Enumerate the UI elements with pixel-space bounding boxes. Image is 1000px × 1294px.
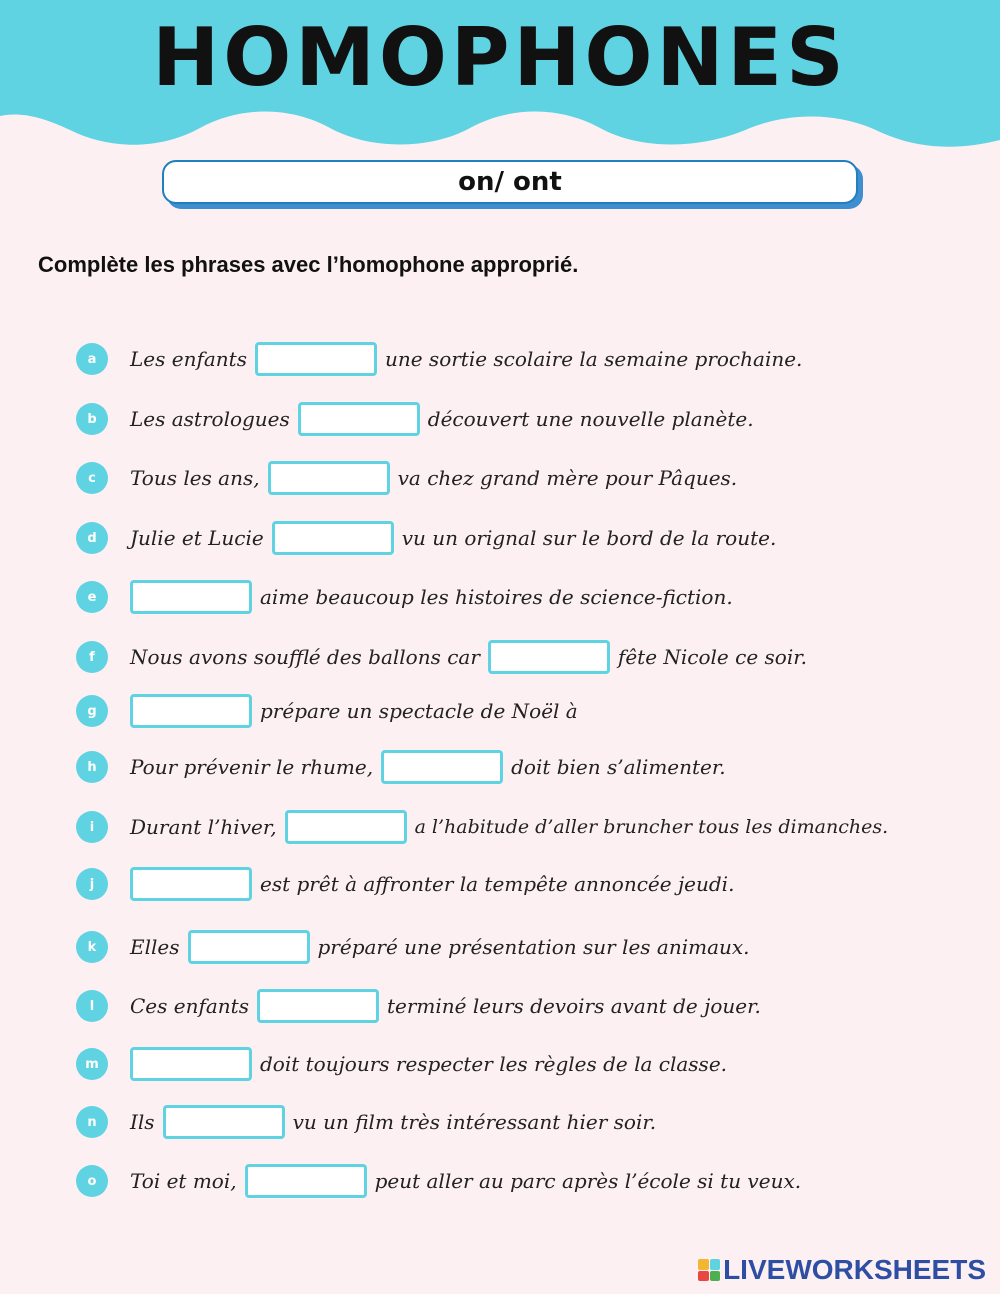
answer-input-e[interactable] (130, 580, 252, 614)
sentence-end: une sortie scolaire la semaine prochaine. (384, 347, 803, 371)
answer-input-g[interactable] (130, 694, 252, 728)
sentence-end: aime beaucoup les histoires de science-fiction. (260, 585, 733, 609)
sentence-end: doit bien s’alimenter. (511, 755, 726, 779)
item-letter-badge: d (76, 522, 108, 554)
item-letter-badge: h (76, 751, 108, 783)
subtitle-banner: on/ ont (162, 160, 858, 204)
brand-name: LIVEWORKSHEETS (723, 1254, 986, 1285)
exercise-row-i (76, 810, 888, 844)
answer-input-b[interactable] (298, 402, 420, 436)
sentence-end: préparé une présentation sur les animaux. (317, 935, 750, 959)
sentence-start: Les astrologues (130, 407, 290, 431)
exercise-row-m (76, 1047, 727, 1081)
sentence-end: vu un film très intéressant hier soir. (292, 1110, 657, 1134)
answer-input-d[interactable] (272, 521, 394, 555)
sentence-start: Ils (130, 1110, 155, 1134)
exercise-row-n (76, 1105, 656, 1139)
answer-input-n[interactable] (163, 1105, 285, 1139)
answer-input-a[interactable] (255, 342, 377, 376)
answer-input-m[interactable] (130, 1047, 252, 1081)
answer-input-h[interactable] (381, 750, 503, 784)
sentence-start: Tous les ans, (130, 466, 260, 490)
exercise-row-d (76, 521, 776, 555)
answer-input-l[interactable] (257, 989, 379, 1023)
sentence-start: Ces enfants (130, 994, 249, 1018)
item-letter-badge: k (76, 931, 108, 963)
item-letter-badge: e (76, 581, 108, 613)
answer-input-o[interactable] (245, 1164, 367, 1198)
item-letter-badge: i (76, 811, 108, 843)
item-letter-badge: n (76, 1106, 108, 1138)
sentence-start: Elles (130, 935, 180, 959)
item-letter-badge: b (76, 403, 108, 435)
answer-input-k[interactable] (188, 930, 310, 964)
exercise-row-o (76, 1164, 801, 1198)
exercise-row-h (76, 750, 726, 784)
sentence-start: Les enfants (130, 347, 247, 371)
exercise-row-l (76, 989, 761, 1023)
sentence-start: Julie et Lucie (130, 526, 264, 550)
item-letter-badge: j (76, 868, 108, 900)
sentence-end: vu un orignal sur le bord de la route. (401, 526, 777, 550)
item-letter-badge: f (76, 641, 108, 673)
answer-input-i[interactable] (285, 810, 407, 844)
sentence-start: Toi et moi, (130, 1169, 237, 1193)
sentence-start: Pour prévenir le rhume, (130, 755, 374, 779)
exercise-row-k (76, 930, 750, 964)
answer-input-c[interactable] (268, 461, 390, 495)
exercise-row-f (76, 640, 807, 674)
answer-input-j[interactable] (130, 867, 252, 901)
sentence-start: Nous avons soufflé des ballons car (130, 645, 480, 669)
instruction-text: Complète les phrases avec l’homophone approprié. (38, 252, 579, 277)
item-letter-badge: g (76, 695, 108, 727)
item-letter-badge: o (76, 1165, 108, 1197)
item-letter-badge: a (76, 343, 108, 375)
sentence-end: fête Nicole ce soir. (617, 645, 807, 669)
exercise-row-b (76, 402, 754, 436)
exercise-row-e (76, 580, 733, 614)
sentence-start: Durant l’hiver, (130, 815, 277, 839)
sentence-end: découvert une nouvelle planète. (427, 407, 754, 431)
item-letter-badge: m (76, 1048, 108, 1080)
sentence-end: prépare un spectacle de Noël à (260, 699, 578, 723)
item-letter-badge: l (76, 990, 108, 1022)
exercise-row-a (76, 342, 802, 376)
answer-input-f[interactable] (488, 640, 610, 674)
page-title: HOMOPHONES (152, 11, 848, 104)
exercise-row-j (76, 867, 734, 901)
sentence-end: terminé leurs devoirs avant de jouer. (386, 994, 761, 1018)
sentence-end: est prêt à affronter la tempête annoncée jeudi. (260, 872, 735, 896)
sentence-end: peut aller au parc après l’école si tu veux. (374, 1169, 802, 1193)
item-letter-badge: c (76, 462, 108, 494)
exercise-row-g (76, 694, 578, 728)
liveworksheets-logo-icon (698, 1259, 720, 1281)
liveworksheets-logo[interactable] (698, 1254, 986, 1286)
sentence-end: va chez grand mère pour Pâques. (397, 466, 738, 490)
sentence-end: doit toujours respecter les règles de la classe. (260, 1052, 728, 1076)
exercise-row-c (76, 461, 737, 495)
sentence-end: a l’habitude d’aller bruncher tous les dimanches. (414, 816, 889, 838)
